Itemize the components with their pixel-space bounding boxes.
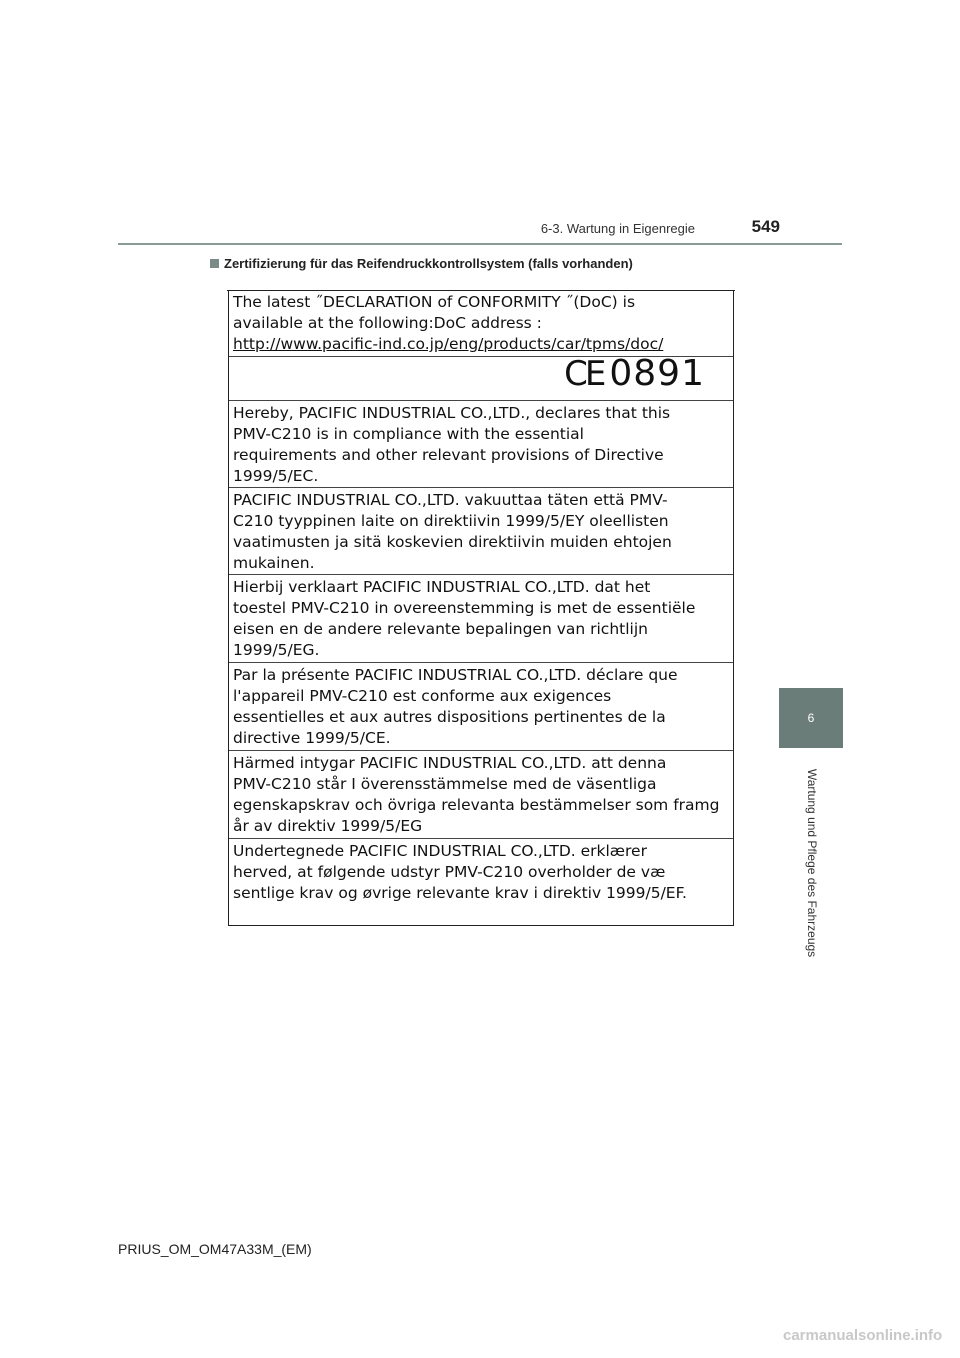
ce-notified-body-number: 0891 — [609, 353, 705, 394]
ce-mark — [564, 353, 705, 394]
chapter-side-label — [803, 758, 821, 968]
declaration-line: herved, at følgende udstyr PMV-C210 overholder de væ — [233, 863, 666, 881]
declaration-line: Hierbij verklaart PACIFIC INDUSTRIAL CO.,LTD. dat het — [233, 578, 651, 596]
declaration-line: Härmed intygar PACIFIC INDUSTRIAL CO.,LTD. att denna — [233, 754, 667, 772]
chapter-number: 6 — [807, 711, 815, 725]
declaration-cell-nl — [229, 575, 733, 663]
chapter-side-label-text: Wartung und Pflege des Fahrzeugs — [805, 768, 819, 958]
declaration-line: Undertegnede PACIFIC INDUSTRIAL CO.,LTD. erklærer — [233, 842, 647, 860]
chapter-tab[interactable] — [779, 688, 843, 748]
declaration-line: Par la présente PACIFIC INDUSTRIAL CO.,LTD. déclare que — [233, 666, 678, 684]
declaration-line: C210 tyyppinen laite on direktiivin 1999/5/EY oleellisten — [233, 512, 669, 530]
section-heading — [210, 256, 633, 271]
declaration-line: egenskapskrav och övriga relevanta bestämmelser som framg — [233, 796, 720, 814]
declaration-line: 1999/5/EC. — [233, 467, 319, 485]
declaration-line: PMV-C210 står I överensstämmelse med de väsentliga — [233, 775, 657, 793]
doc-url-link[interactable]: http://www.pacific-ind.co.jp/eng/products/car/tpms/doc/ — [233, 335, 664, 353]
declaration-line: requirements and other relevant provisions of Directive — [233, 446, 664, 464]
declaration-line: Hereby, PACIFIC INDUSTRIAL CO.,LTD., declares that this — [233, 404, 671, 422]
ce-mark-icon: CE — [564, 354, 604, 394]
declaration-line: 1999/5/EG. — [233, 641, 320, 659]
declaration-cell-fi — [229, 488, 733, 575]
declaration-line: PACIFIC INDUSTRIAL CO.,LTD. vakuuttaa täten että PMV- — [233, 491, 668, 509]
square-bullet-icon — [210, 259, 219, 268]
header-section-title: 6-3. Wartung in Eigenregie — [540, 221, 695, 236]
declaration-cell-ce-mark — [229, 353, 733, 401]
declaration-box — [228, 290, 734, 926]
document-code: PRIUS_OM_OM47A33M_(EM) — [118, 1241, 312, 1257]
declaration-cell-doc — [229, 290, 733, 357]
watermark: carmanualsonline.info — [783, 1327, 943, 1344]
declaration-line: vaatimusten ja sitä koskevien direktiivin muiden ehtojen — [233, 533, 672, 551]
declaration-line: directive 1999/5/CE. — [233, 729, 391, 747]
declaration-cell-en — [229, 401, 733, 488]
doc-line: available at the following:DoC address : — [233, 314, 542, 332]
declaration-line: essentielles et aux autres dispositions pertinentes de la — [233, 708, 666, 726]
declaration-line: mukainen. — [233, 554, 315, 572]
declaration-cell-da — [229, 839, 733, 925]
section-heading-text: Zertifizierung für das Reifendruckkontrollsystem (falls vorhanden) — [224, 256, 633, 271]
declaration-cell-fr — [229, 663, 733, 751]
page-number: 549 — [751, 217, 780, 236]
declaration-line: år av direktiv 1999/5/EG — [233, 817, 423, 835]
declaration-line: l'appareil PMV-C210 est conforme aux exigences — [233, 687, 612, 705]
declaration-line: eisen en de andere relevante bepalingen van richtlijn — [233, 620, 648, 638]
declaration-line: sentlige krav og øvrige relevante krav i direktiv 1999/5/EF. — [233, 884, 687, 902]
declaration-cell-sv — [229, 751, 733, 839]
doc-line: The latest ˝DECLARATION of CONFORMITY ˝(DoC) is — [233, 293, 636, 311]
declaration-line: PMV-C210 is in compliance with the essential — [233, 425, 584, 443]
header-divider — [118, 243, 842, 245]
declaration-line: toestel PMV-C210 in overeenstemming is met de essentiële — [233, 599, 696, 617]
